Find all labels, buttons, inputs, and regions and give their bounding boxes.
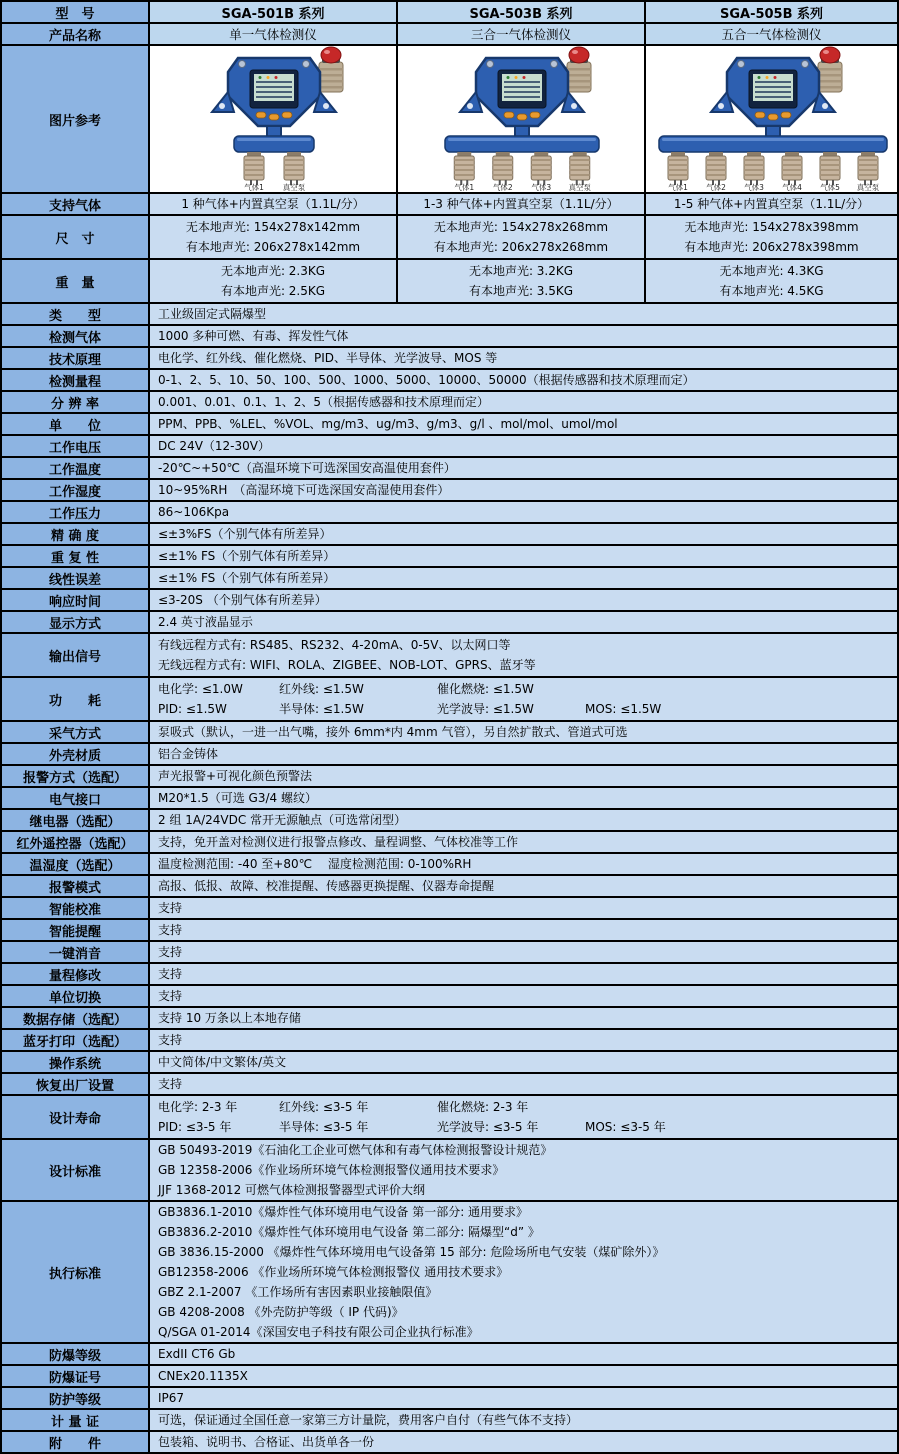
spec-row-label: 计 量 证 [2, 1410, 148, 1430]
spec-value-line: 支持 [158, 989, 183, 1003]
detector-button [530, 112, 540, 118]
spec-value-line: 电化学、红外线、催化燃烧、PID、半导体、光学波导、MOS 等 [158, 351, 498, 365]
compare-cell-line: 有本地声光: 3.5KG [468, 284, 574, 298]
spec-row-label: 附 件 [2, 1432, 148, 1452]
spec-row-value [150, 920, 897, 940]
spec-row-label: 数据存储（选配） [2, 1008, 148, 1028]
product-name-1: 三合一气体检测仪 [398, 24, 644, 44]
detector-body [711, 58, 835, 126]
spec-value-line: 包装箱、说明书、合格证、出货单各一份 [158, 1435, 375, 1449]
compare-cell-line: 无本地声光: 3.2KG [468, 264, 574, 278]
spec-row-label: 工作湿度 [2, 480, 148, 500]
spec-row-value [150, 1008, 897, 1028]
spec-row-label: 单位切换 [2, 986, 148, 1006]
spec-value-segment: 光学波导: ≤1.5W [437, 702, 534, 716]
spec-row-label: 智能提醒 [2, 920, 148, 940]
spec-value-line [158, 699, 897, 719]
product-name-0: 单一气体检测仪 [150, 24, 396, 44]
compare-cell [150, 194, 396, 214]
spec-row-value [150, 810, 897, 830]
spec-value-segment: 红外线: ≤3-5 年 [279, 1100, 369, 1114]
spec-value-line [158, 1097, 897, 1117]
spec-row-value [150, 524, 897, 544]
compare-cell-line: 无本地声光: 154x278x398mm [684, 220, 859, 234]
spec-value-line: 有线远程方式有: RS485、RS232、4-20mA、0-5V、以太网口等 [158, 638, 511, 652]
compare-cell [398, 216, 644, 258]
detector-button [282, 112, 292, 118]
spec-row-label: 蓝牙打印（选配） [2, 1030, 148, 1050]
spec-row-value [150, 898, 897, 918]
spec-value-line: 2.4 英寸液晶显示 [158, 615, 253, 629]
spec-value-line: 支持 [158, 1077, 183, 1091]
compare-cell-line: 有本地声光: 206x278x268mm [433, 240, 609, 254]
spec-row-label: 重 复 性 [2, 546, 148, 566]
spec-value-segment: MOS: ≤1.5W [585, 702, 662, 716]
compare-cell-line: 有本地声光: 2.5KG [220, 284, 326, 298]
sensor-label: 气体1 [244, 183, 264, 192]
compare-cell-line: 无本地声光: 154x278x268mm [433, 220, 609, 234]
spec-row-value [150, 854, 897, 874]
alarm-beacon-icon [818, 47, 842, 92]
spec-value-line: ≤±3%FS（个别气体有所差异） [158, 527, 332, 541]
spec-value-line: 高报、低报、故障、校准提醒、传感器更换提醒、仪器寿命提醒 [158, 879, 495, 893]
spec-row-label: 输出信号 [2, 634, 148, 676]
compare-row-label: 支持气体 [2, 194, 148, 214]
spec-row-label: 外壳材质 [2, 744, 148, 764]
spec-row-value [150, 1388, 897, 1408]
compare-cell-line: 有本地声光: 206x278x142mm [185, 240, 361, 254]
spec-row-value [150, 1432, 897, 1452]
spec-row-value [150, 1366, 897, 1386]
spec-row-label: 温湿度（选配） [2, 854, 148, 874]
device-image-cell-2 [646, 46, 897, 192]
device-image-cell-0 [150, 46, 396, 192]
sga-503b-device-image [404, 46, 638, 192]
sensor-label: 气体3 [743, 183, 764, 192]
spec-value-line: 1000 多种可燃、有毒、挥发性气体 [158, 329, 349, 343]
device-image-cell-1 [398, 46, 644, 192]
detector-button [755, 112, 765, 118]
spec-row-value [150, 744, 897, 764]
sga-501b-device-image [156, 46, 390, 192]
detector-body [212, 58, 336, 126]
model-header-2: SGA-505B 系列 [646, 2, 897, 22]
spec-row-label: 操作系统 [2, 1052, 148, 1072]
spec-row-label: 单 位 [2, 414, 148, 434]
spec-value-line: GBZ 2.1-2007 《工作场所有害因素职业接触限值》 [158, 1285, 438, 1299]
spec-value-segment: 红外线: ≤1.5W [279, 682, 364, 696]
spec-row-value [150, 502, 897, 522]
spec-row-value [150, 788, 897, 808]
sensor-label: 真空泵 [856, 183, 879, 192]
sensor-cartridge [531, 152, 551, 185]
compare-cell-line: 有本地声光: 206x278x398mm [684, 240, 859, 254]
spec-value-line: 支持 [158, 901, 183, 915]
compare-cell [398, 194, 644, 214]
spec-row-label: 继电器（选配） [2, 810, 148, 830]
compare-row-label: 尺 寸 [2, 216, 148, 258]
spec-row-label: 采气方式 [2, 722, 148, 742]
spec-value-line: 温度检测范围: -40 至+80℃ 湿度检测范围: 0-100%RH [158, 857, 472, 871]
spec-value-line: ExdII CT6 Gb [158, 1347, 236, 1361]
sensor-label: 气体1 [454, 183, 475, 192]
spec-value-line: 支持 [158, 923, 183, 937]
compare-cell-line: 1 种气体+内置真空泵（1.1L/分） [181, 197, 365, 211]
spec-row-value [150, 1140, 897, 1200]
spec-value-line: 可选，保证通过全国任意一家第三方计量院，费用客户自付（有些气体不支持） [158, 1413, 579, 1427]
spec-row-label: 量程修改 [2, 964, 148, 984]
sensor-label: 气体4 [781, 183, 802, 192]
sensor-cartridge [244, 152, 264, 185]
spec-row-label: 工作电压 [2, 436, 148, 456]
spec-row-label: 技术原理 [2, 348, 148, 368]
spec-row-label: 类 型 [2, 304, 148, 324]
spec-value-line: GB3836.1-2010《爆炸性气体环境用电气设备 第一部分: 通用要求》 [158, 1205, 529, 1219]
spec-row-label: 检测气体 [2, 326, 148, 346]
spec-row-label: 线性误差 [2, 568, 148, 588]
spec-value-segment: 催化燃烧: ≤1.5W [437, 682, 534, 696]
spec-row-label: 响应时间 [2, 590, 148, 610]
spec-row-value [150, 612, 897, 632]
spec-value-segment: 催化燃烧: 2-3 年 [437, 1100, 529, 1114]
spec-value-line: IP67 [158, 1391, 185, 1405]
spec-row-value [150, 832, 897, 852]
compare-cell [646, 260, 897, 302]
spec-row-value [150, 370, 897, 390]
spec-value-segment: 电化学: 2-3 年 [158, 1100, 238, 1114]
spec-row-label: 功 耗 [2, 678, 148, 720]
spec-row-label: 防护等级 [2, 1388, 148, 1408]
sensor-cartridge [570, 152, 590, 185]
spec-value-line: 工业级固定式隔爆型 [158, 307, 267, 321]
spec-value-line: 支持 10 万条以上本地存储 [158, 1011, 301, 1025]
sensor-label: 气体5 [819, 183, 840, 192]
spec-row-value [150, 1052, 897, 1072]
spec-value-line: 0.001、0.01、0.1、1、2、5（根据传感器和技术原理而定） [158, 395, 490, 409]
sensor-label: 气体2 [705, 183, 726, 192]
detector-button [768, 114, 778, 120]
spec-row-label: 电气接口 [2, 788, 148, 808]
model-header-0: SGA-501B 系列 [150, 2, 396, 22]
spec-row-value [150, 590, 897, 610]
spec-row-label: 一键消音 [2, 942, 148, 962]
spec-row-label: 防爆等级 [2, 1344, 148, 1364]
spec-value-line: 10~95%RH （高湿环境下可选深国安高湿使用套件） [158, 483, 450, 497]
spec-row-label: 执行标准 [2, 1202, 148, 1342]
spec-value-line: 泵吸式（默认，一进一出气嘴，接外 6mm*内 4mm 气管），另自然扩散式、管道式可选 [158, 725, 628, 739]
detector-button [504, 112, 514, 118]
spec-value-line: 支持，免开盖对检测仪进行报警点修改、量程调整、气体校准等工作 [158, 835, 519, 849]
spec-value-line: ≤±1% FS（个别气体有所差异） [158, 549, 336, 563]
spec-row-value [150, 1410, 897, 1430]
spec-row-value [150, 480, 897, 500]
compare-cell-line: 无本地声光: 2.3KG [220, 264, 326, 278]
spec-row-label: 红外遥控器（选配） [2, 832, 148, 852]
sga-505b-device-image [655, 46, 889, 192]
spec-row-value [150, 1096, 897, 1138]
detector-button [269, 114, 279, 120]
image-row-label: 图片参考 [2, 46, 148, 192]
spec-row-label: 智能校准 [2, 898, 148, 918]
spec-row-value [150, 568, 897, 588]
spec-row-label: 设计标准 [2, 1140, 148, 1200]
spec-value-line: 支持 [158, 945, 183, 959]
spec-value-line: ≤±1% FS（个别气体有所差异） [158, 571, 336, 585]
spec-row-value [150, 766, 897, 786]
spec-value-segment: MOS: ≤3-5 年 [585, 1120, 666, 1134]
sensor-label: 真空泵 [568, 183, 591, 192]
spec-row-value [150, 722, 897, 742]
sensor-cartridge [668, 152, 688, 185]
detector-button [256, 112, 266, 118]
detector-button [517, 114, 527, 120]
spec-value-segment: PID: ≤1.5W [158, 702, 227, 716]
compare-cell-line: 1-3 种气体+内置真空泵（1.1L/分） [423, 197, 619, 211]
spec-row-label: 报警模式 [2, 876, 148, 896]
spec-row-value [150, 1074, 897, 1094]
model-header-1: SGA-503B 系列 [398, 2, 644, 22]
spec-value-line: 铝合金铸体 [158, 747, 219, 761]
spec-row-value [150, 634, 897, 676]
alarm-beacon-icon [319, 47, 343, 92]
spec-value-line: GB 4208-2008 《外壳防护等级（ IP 代码)》 [158, 1305, 404, 1319]
spec-row-label: 显示方式 [2, 612, 148, 632]
sensor-label: 气体1 [667, 183, 688, 192]
spec-value-line: M20*1.5（可选 G3/4 螺纹） [158, 791, 317, 805]
spec-row-value [150, 964, 897, 984]
sensor-label: 气体2 [492, 183, 513, 192]
spec-row-value [150, 986, 897, 1006]
alarm-beacon-icon [567, 47, 591, 92]
sensor-cartridge [284, 152, 304, 185]
compare-cell [646, 216, 897, 258]
spec-value-line: CNEx20.1135X [158, 1369, 248, 1383]
spec-value-line: GB 3836.15-2000 《爆炸性气体环境用电气设备第 15 部分: 危险场所电气安装（煤矿除外）》 [158, 1245, 665, 1259]
spec-value-line: GB 50493-2019《石油化工企业可燃气体和有毒气体检测报警设计规范》 [158, 1143, 553, 1157]
spec-value-segment: 半导体: ≤1.5W [279, 702, 364, 716]
sensor-cartridge [782, 152, 802, 185]
spec-row-value [150, 546, 897, 566]
compare-cell-line: 无本地声光: 4.3KG [719, 264, 824, 278]
spec-row-label: 设计寿命 [2, 1096, 148, 1138]
spec-value-line: 支持 [158, 967, 183, 981]
spec-row-label: 工作温度 [2, 458, 148, 478]
spec-row-value [150, 304, 897, 324]
spec-value-line: 声光报警+可视化颜色预警法 [158, 769, 313, 783]
product-row-label: 产品名称 [2, 24, 148, 44]
spec-row-value [150, 942, 897, 962]
sensor-cartridge [858, 152, 878, 185]
compare-cell-line: 无本地声光: 154x278x142mm [185, 220, 361, 234]
spec-row-value [150, 392, 897, 412]
sensor-cartridge [744, 152, 764, 185]
compare-cell-line: 有本地声光: 4.5KG [719, 284, 824, 298]
spec-value-line: GB 12358-2006《作业场所环境气体检测报警仪通用技术要求》 [158, 1163, 505, 1177]
spec-value-line: Q/SGA 01-2014《深国安电子科技有限公司企业执行标准》 [158, 1325, 479, 1339]
spec-value-line [158, 1117, 897, 1137]
spec-row-label: 精 确 度 [2, 524, 148, 544]
spec-row-label: 分 辨 率 [2, 392, 148, 412]
spec-value-segment: 半导体: ≤3-5 年 [279, 1120, 369, 1134]
spec-value-line: 0-1、2、5、10、50、100、500、1000、5000、10000、50000（根据传感器和技术原理而定） [158, 373, 695, 387]
spec-value-line: 中文简体/中文繁体/英文 [158, 1055, 287, 1069]
sensor-cartridge [454, 152, 474, 185]
spec-value-line [158, 679, 897, 699]
spec-value-line: PPM、PPB、%LEL、%VOL、mg/m3、ug/m3、g/m3、g/l 、mol/mol、umol/mol [158, 417, 618, 431]
spec-value-segment: 电化学: ≤1.0W [158, 682, 243, 696]
sensor-label: 真空泵 [282, 183, 306, 192]
product-name-2: 五合一气体检测仪 [646, 24, 897, 44]
spec-value-line: -20℃~+50℃（高温环境下可选深国安高温使用套件） [158, 461, 456, 475]
spec-value-segment: PID: ≤3-5 年 [158, 1120, 232, 1134]
spec-row-label: 检测量程 [2, 370, 148, 390]
spec-value-line: JJF 1368-2012 可燃气体检测报警器型式评价大纲 [158, 1183, 426, 1197]
spec-row-value [150, 678, 897, 720]
sensor-label: 气体3 [531, 183, 552, 192]
spec-row-value [150, 326, 897, 346]
spec-value-line: 支持 [158, 1033, 183, 1047]
spec-value-line: 无线远程方式有: WIFI、ROLA、ZIGBEE、NOB-LOT、GPRS、蓝牙等 [158, 658, 536, 672]
spec-value-line: 86~106Kpa [158, 505, 230, 519]
spec-value-line: 2 组 1A/24VDC 常开无源触点（可选常闭型） [158, 813, 407, 827]
compare-cell [150, 260, 396, 302]
spec-value-line: GB12358-2006 《作业场所环境气体检测报警仪 通用技术要求》 [158, 1265, 509, 1279]
compare-cell [398, 260, 644, 302]
sensor-cartridge [820, 152, 840, 185]
spec-row-value [150, 1344, 897, 1364]
spec-row-value [150, 458, 897, 478]
compare-row-label: 重 量 [2, 260, 148, 302]
spec-row-value [150, 876, 897, 896]
spec-row-label: 工作压力 [2, 502, 148, 522]
model-row-label: 型 号 [2, 2, 148, 22]
spec-row-label: 恢复出厂设置 [2, 1074, 148, 1094]
spec-value-line: GB3836.2-2010《爆炸性气体环境用电气设备 第二部分: 隔爆型“d” 》 [158, 1225, 540, 1239]
spec-row-label: 报警方式（选配） [2, 766, 148, 786]
detector-body [460, 58, 584, 126]
spec-row-value [150, 1030, 897, 1050]
spec-value-segment: 光学波导: ≤3-5 年 [437, 1120, 539, 1134]
spec-row-value [150, 436, 897, 456]
sensor-cartridge [706, 152, 726, 185]
spec-row-value [150, 1202, 897, 1342]
spec-row-label: 防爆证号 [2, 1366, 148, 1386]
spec-row-value [150, 414, 897, 434]
detector-button [781, 112, 791, 118]
spec-value-line: ≤3-20S （个别气体有所差异） [158, 593, 327, 607]
sensor-cartridge [493, 152, 513, 185]
spec-row-value [150, 348, 897, 368]
compare-cell-line: 1-5 种气体+内置真空泵（1.1L/分） [673, 197, 870, 211]
compare-cell [646, 194, 897, 214]
spec-value-line: DC 24V（12-30V） [158, 439, 270, 453]
compare-cell [150, 216, 396, 258]
